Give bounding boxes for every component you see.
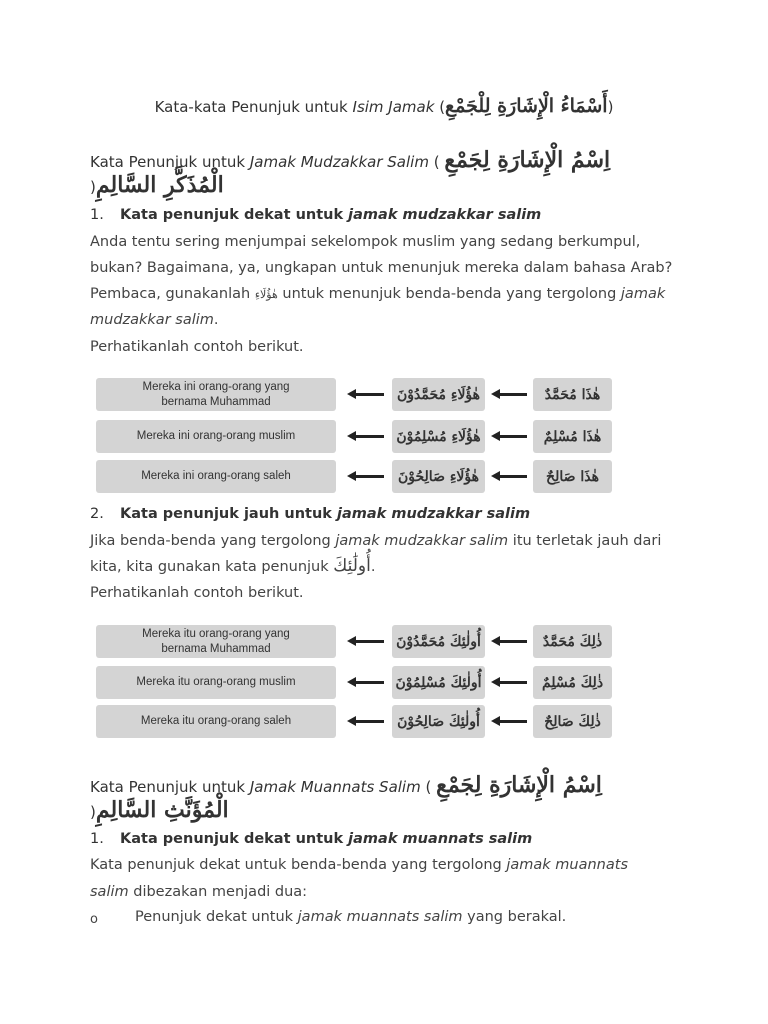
table-row [96,705,612,738]
arrow-left-icon [491,718,527,725]
section-heading-muannats-cont: )الْمُؤَنَّثِ السَّالِمِ [90,797,229,823]
arrow-left-icon [491,433,527,440]
arabic-singular-cell: ذٰلِكَ مُحَمَّدٌ [533,625,612,658]
arrow-left-icon [347,718,384,725]
page-title: Kata-kata Penunjuk untuk Isim Jamak (أَسْمَاءُ الْإِشَارَةِ لِلْجَمْعِ) [154,95,614,117]
table-row [96,625,612,658]
paragraph-line: Kata penunjuk dekat untuk benda-benda yang tergolong jamak muannats [90,857,628,873]
arrow-left-icon [347,473,384,480]
arabic-singular-cell: هٰذَا مُسْلِمٌ [533,420,612,453]
paragraph-line: Anda tentu sering menjumpai sekelompok muslim yang sedang berkumpul, [90,234,641,250]
meaning-cell: Mereka itu orang-orang yang bernama Muhammad [96,625,336,658]
table-row [96,420,612,453]
arabic-singular-cell: ذٰلِكَ صَالِحٌ [533,705,612,738]
bullet-item: Penunjuk dekat untuk jamak muannats salim yang berakal. [135,909,567,925]
paragraph-line: kita, kita gunakan kata penunjuk أُولَٰئِكَ. [90,556,376,576]
table-row [96,666,612,699]
arabic-singular-cell: ذٰلِكَ مُسْلِمٌ [533,666,612,699]
arrow-left-icon [491,391,527,398]
section-heading-muannats: Kata Penunjuk untuk Jamak Muannats Salim ( اِسْمُ الْإِشَارَةِ لِجَمْعِ [90,772,602,798]
meaning-cell: Mereka itu orang-orang muslim [96,666,336,699]
arrow-left-icon [347,433,384,440]
table-row [96,460,612,493]
numbered-heading-3: 1. Kata penunjuk dekat untuk jamak muannats salim [90,831,533,847]
section-heading-mudzakkar: Kata Penunjuk untuk Jamak Mudzakkar Salim ( اِسْمُ الْإِشَارَةِ لِجَمْعِ [90,147,611,173]
arabic-plural-cell: أُولٰئِكَ صَالِحُوْنَ [392,705,485,738]
arabic-plural-cell: أُولٰئِكَ مُسْلِمُوْنَ [392,666,485,699]
arrow-left-icon [347,638,384,645]
paragraph-line: Pembaca, gunakanlah هٰؤُلَاءِ untuk menunjuk benda-benda yang tergolong jamak [90,286,666,302]
example-label: Perhatikanlah contoh berikut. [90,585,304,601]
numbered-heading-1: 1. Kata penunjuk dekat untuk jamak mudzakkar salim [90,207,542,223]
paragraph-line: salim dibezakan menjadi dua: [90,884,308,900]
arrow-left-icon [491,638,527,645]
paragraph-line: bukan? Bagaimana, ya, ungkapan untuk menunjuk mereka dalam bahasa Arab? [90,260,673,276]
arrow-left-icon [491,473,527,480]
table-row [96,378,612,411]
arrow-left-icon [347,679,384,686]
arabic-plural-cell: هٰؤُلَاءِ مُسْلِمُوْنَ [392,420,485,453]
arabic-plural-cell: هٰؤُلَاءِ صَالِحُوْنَ [392,460,485,493]
arrow-left-icon [491,679,527,686]
paragraph-line: Jika benda-benda yang tergolong jamak mudzakkar salim itu terletak jauh dari [90,533,662,549]
section-heading-mudzakkar-cont: )الْمُذَكَّرِ السَّالِمِ [90,172,224,198]
bullet-marker: o [90,912,98,927]
numbered-heading-2: 2. Kata penunjuk jauh untuk jamak mudzakkar salim [90,506,531,522]
example-table-near [96,378,612,496]
meaning-cell: Mereka ini orang-orang saleh [96,460,336,493]
meaning-cell: Mereka ini orang-orang yang bernama Muhammad [96,378,336,411]
arabic-singular-cell: هٰذَا مُحَمَّدٌ [533,378,612,411]
arabic-plural-cell: أُولٰئِكَ مُحَمَّدُوْنَ [392,625,485,658]
meaning-cell: Mereka itu orang-orang saleh [96,705,336,738]
arrow-left-icon [347,391,384,398]
example-label: Perhatikanlah contoh berikut. [90,339,304,355]
paragraph-line: mudzakkar salim. [90,312,219,328]
example-table-far [96,625,612,741]
arabic-singular-cell: هٰذَا صَالِحٌ [533,460,612,493]
meaning-cell: Mereka ini orang-orang muslim [96,420,336,453]
arabic-plural-cell: هٰؤُلَاءِ مُحَمَّدُوْنَ [392,378,485,411]
